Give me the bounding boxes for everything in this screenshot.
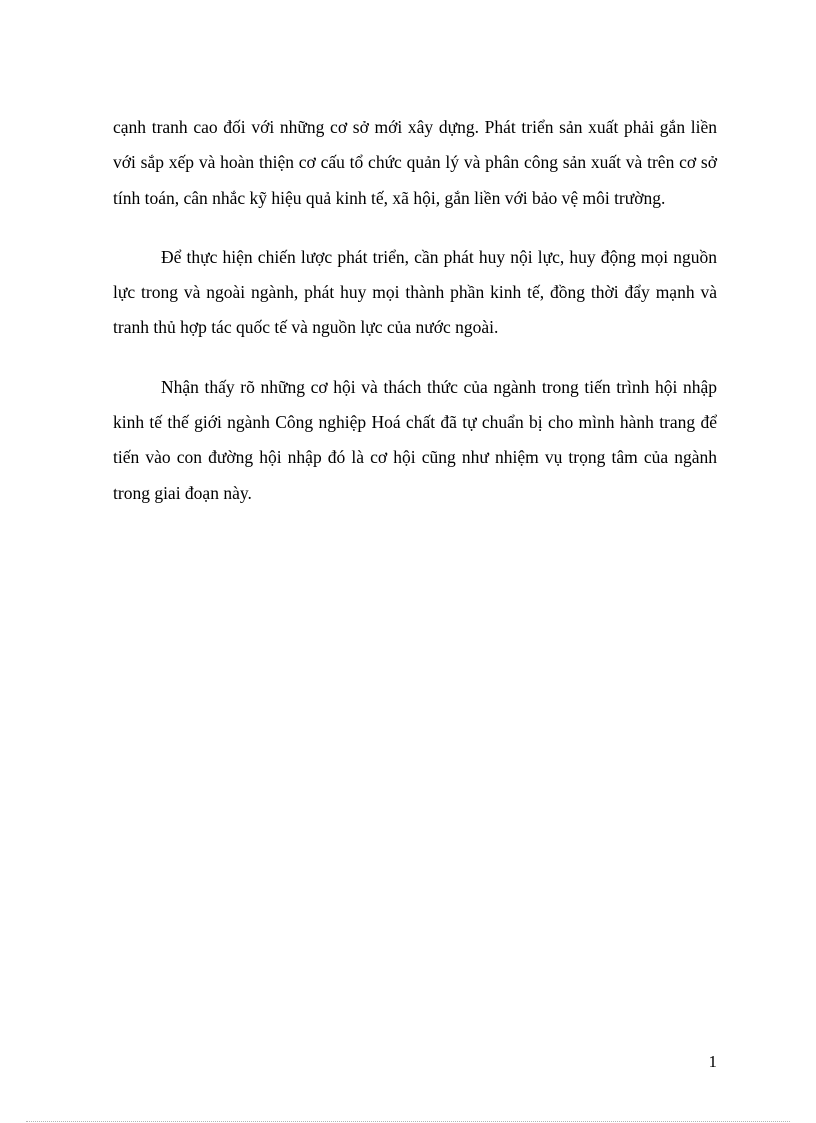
paragraph-2: Để thực hiện chiến lược phát triển, cần phát huy nội lực, huy động mọi nguồn lực trong và ngoài ngành, phát huy mọi thành phần kinh tế, đồng thời đẩy mạnh và tranh thủ hợp tác quốc tế và nguồn lực của nước ngoài. <box>113 246 717 338</box>
paragraph-1: cạnh tranh cao đối với những cơ sở mới xây dựng. Phát triển sản xuất phải gắn liền với sắp xếp và hoàn thiện cơ cấu tổ chức quản lý và phân công sản xuất và trên cơ sở tính toán, cân nhắc kỹ hiệu quả kinh tế, xã hội, gắn liền với bảo vệ môi trường. <box>113 117 717 208</box>
page-number: 1 <box>708 1052 717 1071</box>
paragraph-3: Nhận thấy rõ những cơ hội và thách thức của ngành trong tiến trình hội nhập kinh tế thế giới ngành Công nghiệp Hoá chất đã tự chuẩn bị cho mình hành trang để tiến vào con đường hội nhập đó là cơ hội cũng như nhiệm vụ trọng tâm của ngành trong giai đoạn này. <box>113 376 717 503</box>
page-bottom-border <box>26 1121 790 1122</box>
body-text <box>113 110 717 511</box>
